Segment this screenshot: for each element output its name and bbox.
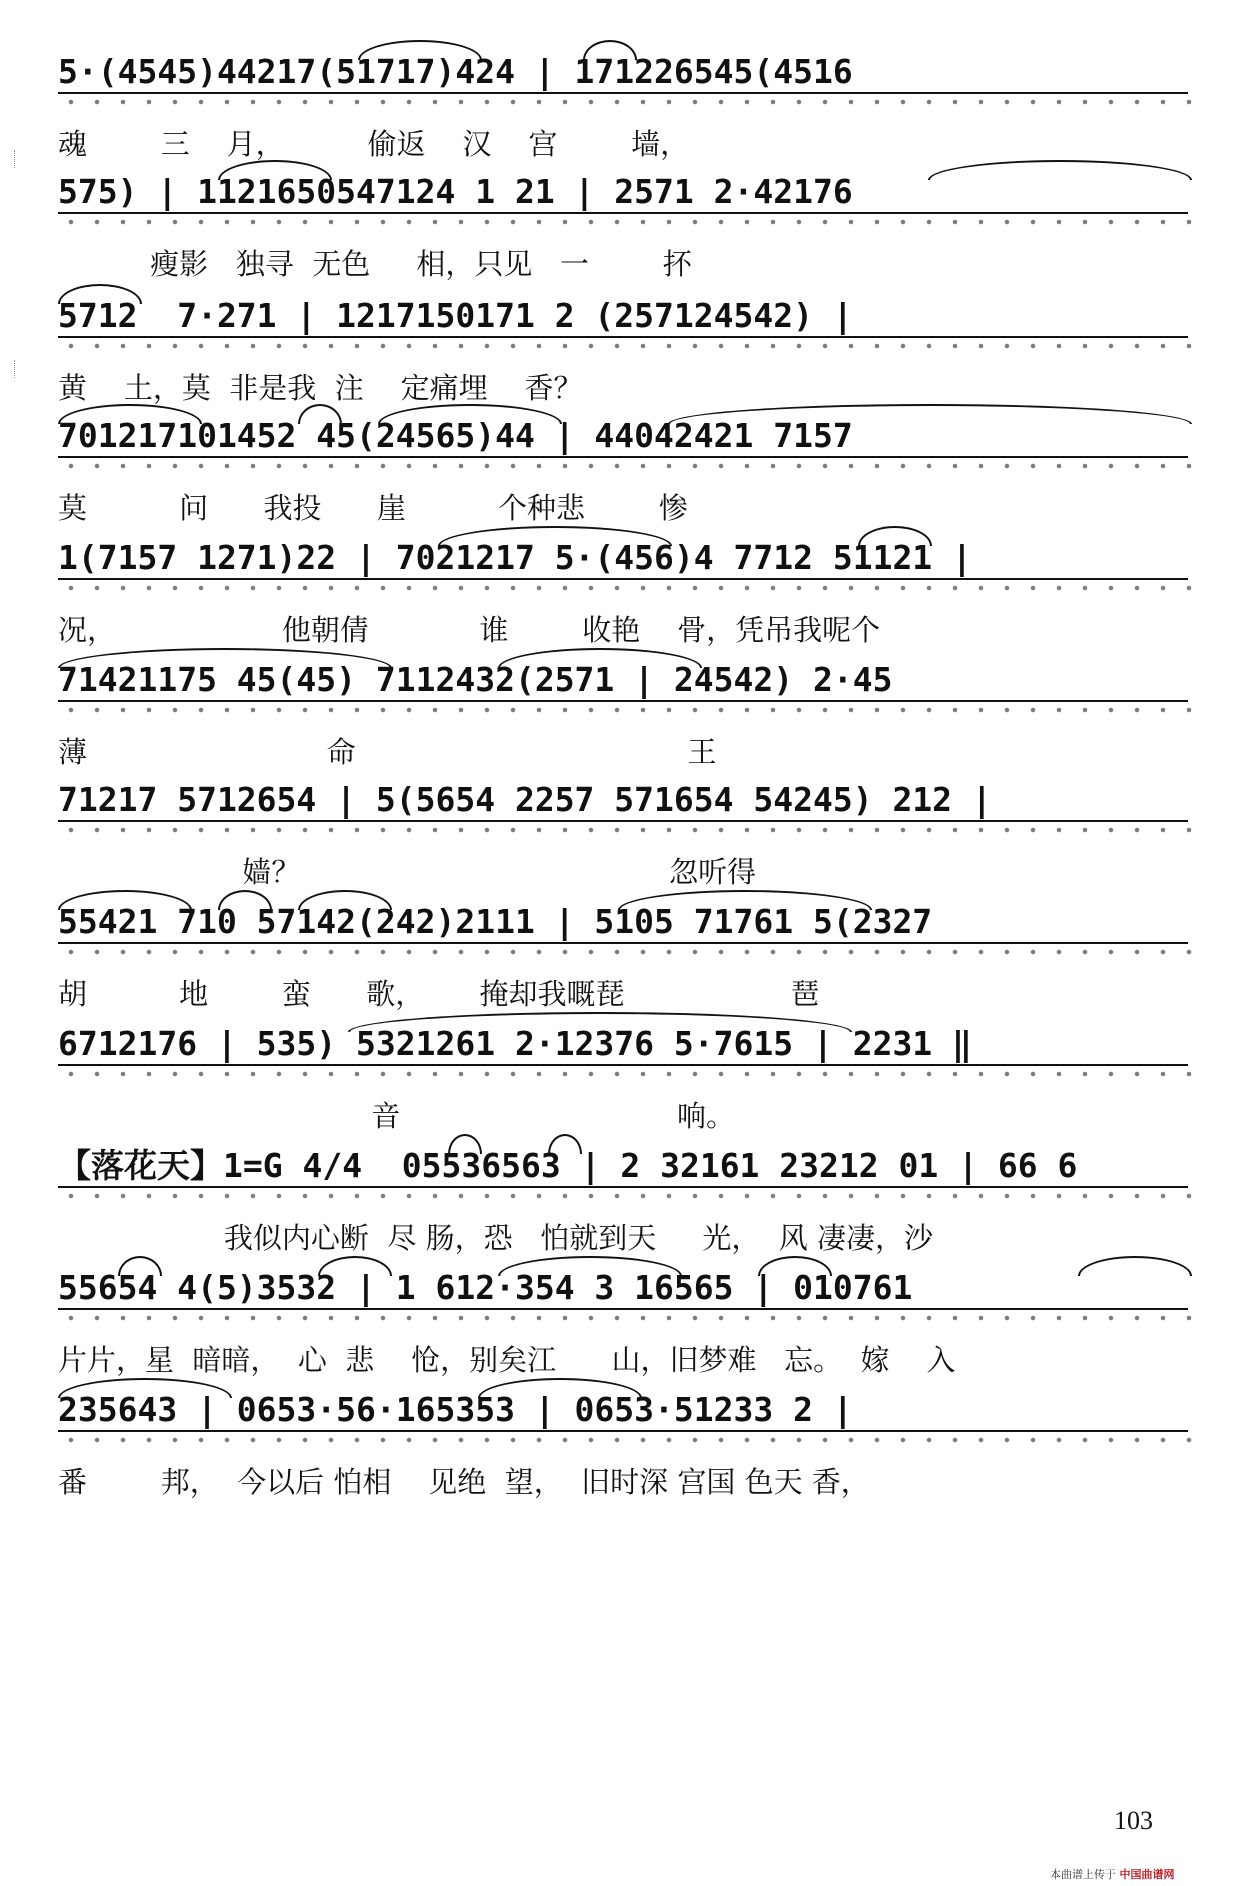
jianpu-notes: 575) | 1121650547124 1 21 | 2571 2·42176 [58,172,853,211]
lyrics-line: 况， 他朝倩 谁 收艳 骨，凭吊我呢个 [58,613,881,647]
lyrics-line: 嫱？ 忽听得 [58,855,757,889]
jianpu-notes: 71421175 45(45) 7112432(2571 | 24542) 2·45 [58,660,893,699]
octave-dots [58,1312,1198,1324]
octave-dots [58,824,1198,836]
jianpu-notes: 1(7157 1271)22 | 7021217 5·(456)4 7712 51121 | [58,538,972,577]
beam-underline [58,1430,1188,1432]
octave-dots [58,96,1198,108]
beam-underline [58,1186,1188,1188]
jianpu-notes: 6712176 | 535) 5321261 2·12376 5·7615 | 2231 ‖ [58,1024,972,1063]
beam-underline [58,820,1188,822]
lyrics-line: 莫 问 我投 崖 个种悲 惨 [58,491,688,525]
beam-underline [58,578,1188,580]
octave-dots [58,582,1198,594]
jianpu-notes: 71217 5712654 | 5(5654 2257 571654 54245) 212 | [58,780,992,819]
watermark-prefix: 本曲谱上传于 [1050,1868,1116,1881]
octave-dots [58,704,1198,716]
lyrics-line: 音 响。 [58,1099,735,1133]
beam-underline [58,336,1188,338]
margin-mark [14,360,21,378]
jianpu-notes: 5712 7·271 | 1217150171 2 (257124542) | [58,296,853,335]
octave-dots [58,1434,1198,1446]
lyrics-line: 瘦影 独寻 无色 相，只见 一 抔 [58,247,692,281]
beam-underline [58,92,1188,94]
lyrics-line: 黄 土，莫 非是我 注 定痛埋 香？ [58,371,583,405]
page-number: 103 [1114,1806,1153,1835]
jianpu-notes: 701217101452 45(24565)44 | 44042421 7157 [58,416,853,455]
beam-underline [58,1308,1188,1310]
watermark-brand: 中国曲谱网 [1119,1868,1175,1881]
beam-underline [58,1064,1188,1066]
jianpu-notes: 【落花天】1=G 4/4 05536563 | 2 32161 23212 01 | 66 6 [58,1146,1078,1185]
margin-mark [14,150,21,168]
jianpu-notes: 55654 4(5)3532 | 1 612·354 3 16565 | 010761 [58,1268,913,1307]
octave-dots [58,340,1198,352]
beam-underline [58,942,1188,944]
beam-underline [58,700,1188,702]
octave-dots [58,1068,1198,1080]
jianpu-notes: 235643 | 0653·56·165353 | 0653·51233 2 | [58,1390,853,1429]
beam-underline [58,456,1188,458]
lyrics-line: 胡 地 蛮 歌， 掩却我嘅琵 琶 [58,977,820,1011]
beam-underline [58,212,1188,214]
lyrics-line: 片片，星 暗暗， 心 悲 怆，别矣江 山，旧梦难 忘。 嫁 入 [58,1343,956,1377]
watermark [1050,1866,1175,1882]
lyrics-line: 番 邦， 今以后 怕相 见绝 望， 旧时深 宫国 色天 香， [58,1465,870,1499]
lyrics-line: 薄 命 王 [58,735,717,769]
jianpu-notes: 55421 710 57142(242)2111 | 5105 71761 5(2327 [58,902,933,941]
octave-dots [58,1190,1198,1202]
jianpu-notes: 5·(4545)44217(51717)424 | 171226545(4516 [58,52,853,91]
lyrics-line: 我似内心断 尽 肠，恐 怕就到天 光， 风 凄凄，沙 [58,1221,933,1255]
octave-dots [58,946,1198,958]
lyrics-line: 魂 三 月， 偷返 汉 宫 墙， [58,127,690,161]
octave-dots [58,460,1198,472]
octave-dots [58,216,1198,228]
